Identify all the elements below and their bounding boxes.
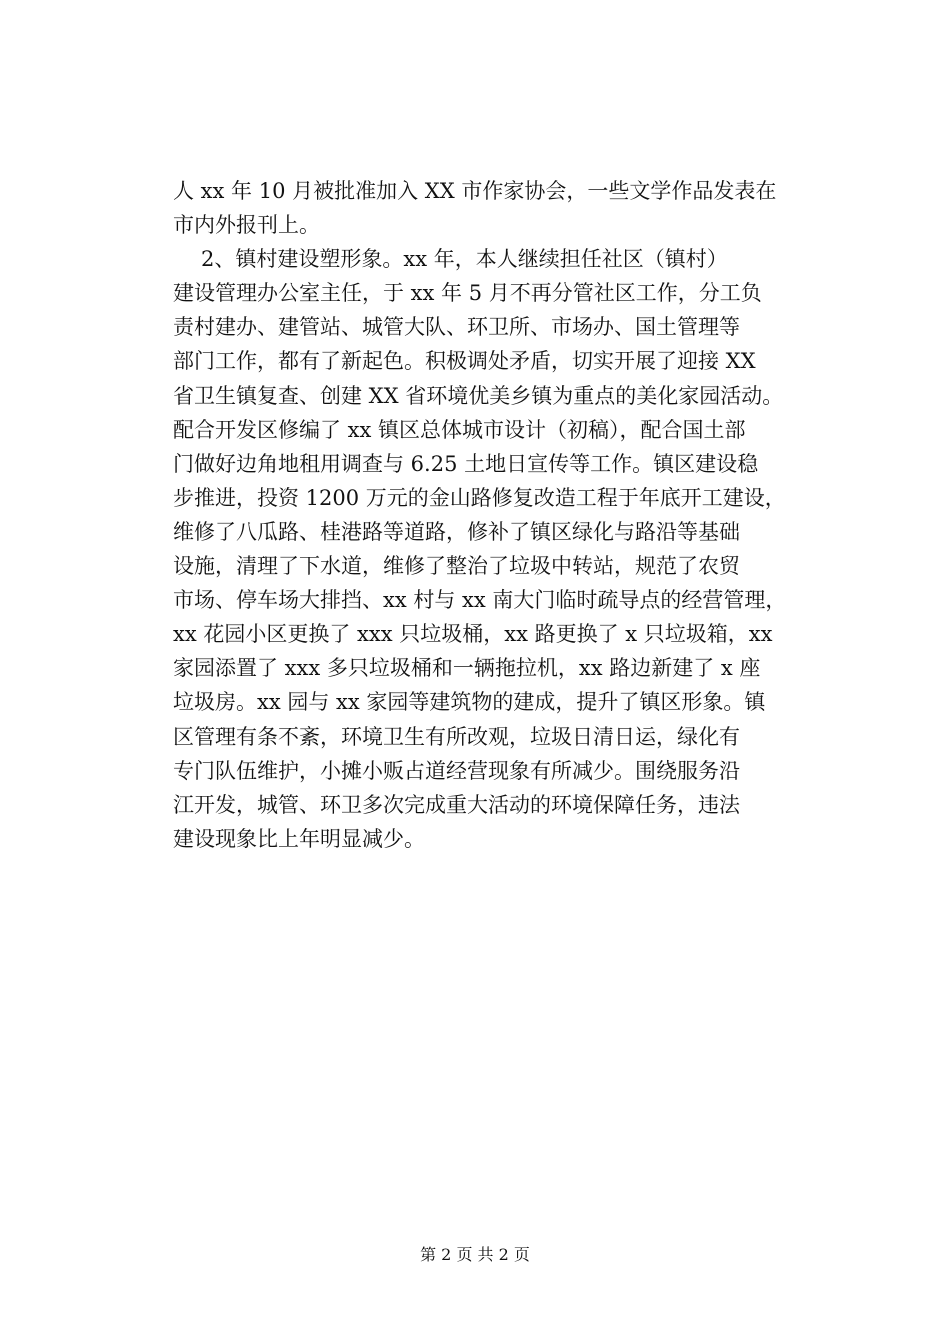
text-line: 配合开发区修编了 xx 镇区总体城市设计（初稿），配合国土部 xyxy=(173,417,746,442)
text-line: 垃圾房。xx 园与 xx 家园等建筑物的建成，提升了镇区形象。镇 xyxy=(173,690,766,715)
text-line: 家园添置了 xxx 多只垃圾桶和一辆拖拉机，xx 路边新建了 x 座 xyxy=(173,656,761,681)
text-line: 专门队伍维护，小摊小贩占道经营现象有所减少。围绕服务沿 xyxy=(173,758,740,783)
text-line: 区管理有条不紊，环境卫生有所改观，垃圾日清日运，绿化有 xyxy=(173,724,740,749)
text-line: 省卫生镇复查、创建 XX 省环境优美乡镇为重点的美化家园活动。 xyxy=(173,383,784,408)
page-number-label: 第 2 页 共 2 页 xyxy=(420,1245,530,1264)
text-line: 市场、停车场大排挡、xx 村与 xx 南大门临时疏导点的经营管理， xyxy=(173,588,787,613)
body-text xyxy=(173,174,835,856)
text-line: 建设管理办公室主任，于 xx 年 5 月不再分管社区工作，分工负 xyxy=(173,281,762,306)
text-line: 维修了八瓜路、桂港路等道路，修补了镇区绿化与路沿等基础 xyxy=(173,519,740,544)
text-line: 江开发，城管、环卫多次完成重大活动的环境保障任务，违法 xyxy=(173,792,740,817)
text-line: 市内外报刊上。 xyxy=(173,213,320,238)
text-line: 责村建办、建管站、城管大队、环卫所、市场办、国土管理等 xyxy=(173,315,740,340)
text-line: 部门工作，都有了新起色。积极调处矛盾，切实开展了迎接 XX xyxy=(173,349,756,374)
text-line: 门做好边角地租用调查与 6.25 土地日宣传等工作。镇区建设稳 xyxy=(173,451,759,476)
paragraph-start-line: 2、镇村建设塑形象。xx 年，本人继续担任社区（镇村） xyxy=(201,247,728,272)
text-line: xx 花园小区更换了 xxx 只垃圾桶，xx 路更换了 x 只垃圾箱，xx xyxy=(173,622,773,647)
text-line: 设施，清理了下水道，维修了整治了垃圾中转站，规范了农贸 xyxy=(173,554,740,579)
text-line: 步推进，投资 1200 万元的金山路修复改造工程于年底开工建设， xyxy=(173,485,786,510)
text-line: 建设现象比上年明显减少。 xyxy=(173,826,425,851)
text-line: 人 xx 年 10 月被批准加入 XX 市作家协会，一些文学作品发表在 xyxy=(173,179,777,203)
page-footer xyxy=(0,1244,950,1266)
